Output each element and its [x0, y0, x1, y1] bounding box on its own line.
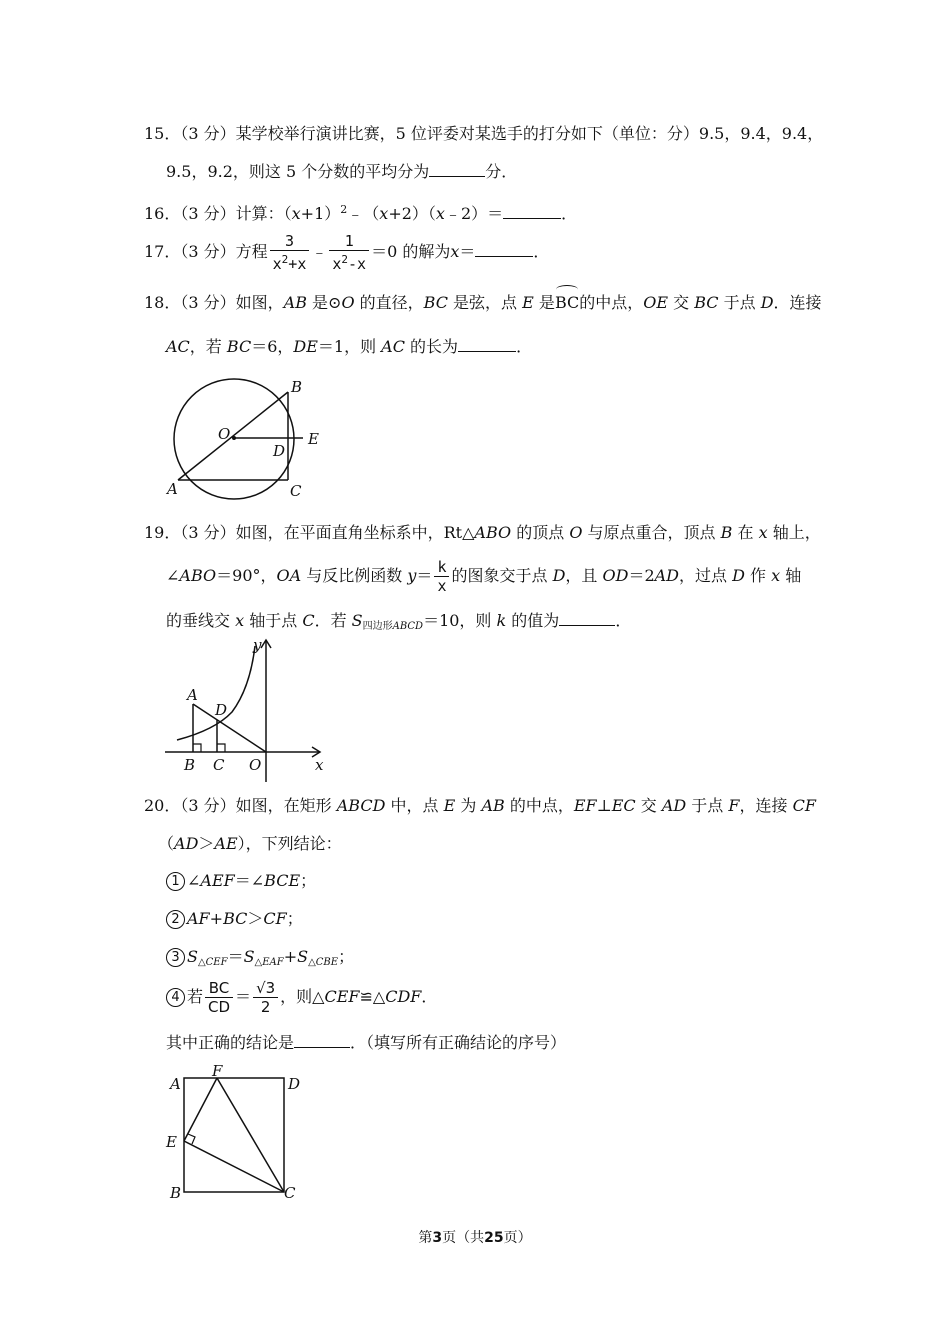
- q18-text: 的长为: [404, 337, 459, 356]
- seg-cf: CF: [263, 909, 287, 928]
- seg-bc: BC: [226, 337, 252, 356]
- arc-bc: BC: [554, 293, 580, 312]
- seg-bc: BC: [423, 293, 448, 312]
- numerator: k: [434, 558, 449, 577]
- answer-blank: [458, 336, 516, 352]
- seg-ec: EC: [611, 796, 636, 815]
- q18-text: ．连接: [773, 293, 822, 312]
- point-b: B: [720, 523, 733, 542]
- q16-end: ．: [561, 204, 578, 223]
- q18-text: ＝1，则: [317, 337, 382, 356]
- footer-text: 第: [418, 1230, 433, 1246]
- q16-text: +1）: [300, 204, 341, 223]
- q16-text: 16．（3 分）计算：（: [144, 204, 292, 223]
- q17-text: 17．（3 分）方程: [144, 242, 268, 261]
- label-e: E: [166, 1133, 177, 1151]
- semicolon: ；: [338, 947, 355, 966]
- right-angle-b: [193, 744, 201, 752]
- q18-text: 是: [533, 293, 555, 312]
- q17-line: [144, 228, 549, 276]
- answer-blank: [503, 203, 561, 219]
- label-c: C: [290, 482, 302, 500]
- equals: ＝: [227, 947, 244, 966]
- q18-text: ＝6，: [251, 337, 294, 356]
- var-x: x: [291, 204, 301, 223]
- center-dot: [232, 436, 236, 440]
- q19-text: ，且: [565, 566, 603, 585]
- label-b: B: [170, 1184, 182, 1202]
- diameter-ab: [178, 392, 288, 480]
- var-k: k: [496, 611, 507, 630]
- right-angle-e: [188, 1134, 195, 1144]
- q18-text: 是弦，点: [447, 293, 523, 312]
- subscript: △CBE: [308, 957, 339, 968]
- var-x: x: [450, 242, 460, 261]
- label-y: y: [253, 636, 262, 654]
- angle-aef: AEF: [200, 871, 235, 890]
- fraction-bc-cd: [205, 979, 233, 1016]
- q19-text: ＝10，则: [423, 611, 497, 630]
- q20-conclusion-2: [166, 908, 303, 930]
- point-d: D: [760, 293, 774, 312]
- answer-blank: [294, 1032, 350, 1048]
- q20-text: 中，点: [385, 796, 444, 815]
- q15-line1: 15．（3 分）某学校举行演讲比赛，5 位评委对某选手的打分如下（单位：分）9.5，9.4，9.4，: [144, 124, 824, 143]
- exponent: 2: [341, 253, 349, 266]
- q18-text: 于点: [718, 293, 761, 312]
- answer-blank: [559, 610, 615, 626]
- plus-sign: +: [209, 909, 224, 928]
- seg-ad: AD: [174, 834, 199, 853]
- seg-af: AF: [187, 909, 210, 928]
- q19-text: 的顶点: [511, 523, 570, 542]
- circled-number: 4: [166, 988, 185, 1007]
- tri-cdf: CDF: [385, 987, 422, 1006]
- label-d: D: [288, 1075, 301, 1093]
- q18-text: 的中点，: [579, 293, 644, 312]
- label-b: B: [291, 378, 303, 396]
- answer-blank: [475, 241, 533, 257]
- axis-x: x: [235, 611, 245, 630]
- q16-text: ﹣2）＝: [444, 204, 504, 223]
- numerator: √3: [253, 979, 278, 998]
- label-b: B: [184, 756, 196, 774]
- q15-unit: 分．: [485, 162, 518, 181]
- label-a: A: [170, 1075, 181, 1093]
- rect-abcd: ABCD: [336, 796, 386, 815]
- seg-bc: BC: [694, 293, 719, 312]
- seg-ac: AC: [381, 337, 405, 356]
- total-pages: 25: [484, 1230, 504, 1246]
- area-s: S: [351, 611, 363, 630]
- q19-text: ＝2: [628, 566, 655, 585]
- den-rest: -x: [348, 255, 367, 273]
- page-footer: [0, 1227, 950, 1247]
- angle-sign: ∠: [166, 566, 180, 585]
- plus-sign: +: [283, 947, 298, 966]
- angle-bce: BCE: [264, 871, 301, 890]
- equals: ＝: [235, 987, 252, 1006]
- equals-angle: ＝∠: [234, 871, 265, 890]
- q19-text: 在: [732, 523, 759, 542]
- footer-text: 页）: [503, 1230, 532, 1246]
- seg-ad: AD: [654, 566, 680, 585]
- label-d: D: [273, 442, 286, 460]
- q18-text: 的直径，: [354, 293, 424, 312]
- q15-line2: [166, 161, 517, 183]
- label-f: F: [212, 1065, 223, 1080]
- seg-oe: OE: [643, 293, 669, 312]
- q17-text: ＝0 的解为: [371, 242, 451, 261]
- q19-text: ，过点: [679, 566, 733, 585]
- label-a: A: [187, 686, 198, 704]
- tri-cef: CEF: [324, 987, 360, 1006]
- q20-conclusion-4: [166, 976, 437, 1018]
- answer-blank: [429, 161, 485, 177]
- q18-text: ，若: [189, 337, 227, 356]
- q19-text: 与反比例函数: [301, 566, 408, 585]
- q20-text: 交: [635, 796, 662, 815]
- q18-end: ．: [516, 337, 533, 356]
- q19-text: 的垂线交: [166, 611, 236, 630]
- semicolon: ；: [300, 871, 317, 890]
- q19-line2: [166, 555, 801, 597]
- denominator: [329, 251, 369, 273]
- q19-text: 的值为: [506, 611, 560, 630]
- equals: ＝: [459, 242, 476, 261]
- angle-sign: ∠: [187, 871, 201, 890]
- point-c: C: [302, 611, 315, 630]
- q20-text: 20．（3 分）如图，在矩形: [144, 796, 337, 815]
- point-e: E: [522, 293, 534, 312]
- area-s: S: [243, 947, 255, 966]
- point-e: E: [443, 796, 456, 815]
- q18-line1: [144, 292, 822, 314]
- segment-ao: [193, 704, 266, 752]
- denominator: x: [437, 577, 447, 595]
- q18-line2: [166, 336, 532, 358]
- segment-ef: [184, 1078, 217, 1141]
- seg-ef: EF: [573, 796, 597, 815]
- fraction-2: [329, 232, 369, 273]
- q20-conclusion-1: [166, 870, 316, 892]
- fraction-root3-2: [253, 979, 278, 1016]
- seg-bc: BC: [223, 909, 248, 928]
- q19-text: 轴上，: [767, 523, 821, 542]
- angle-abo: ABO: [179, 566, 217, 585]
- q20-text: 若: [187, 987, 204, 1006]
- denominator: CD: [208, 998, 231, 1016]
- perp-sign: ⊥: [596, 796, 612, 815]
- seg-ab: AB: [283, 293, 307, 312]
- q18-text: 18．（3 分）如图，: [144, 293, 284, 312]
- seg-ac: AC: [166, 337, 190, 356]
- subscript: △CEF: [197, 957, 228, 968]
- exponent: 2: [281, 253, 289, 266]
- q20-rectangle-figure: [160, 1065, 310, 1205]
- q19-text: 轴于点: [244, 611, 303, 630]
- q18-text: 交: [668, 293, 695, 312]
- q19-end: ．: [615, 611, 632, 630]
- subscript: 四边形: [362, 621, 393, 632]
- gt-sign: ＞: [247, 909, 264, 928]
- den-x: x: [332, 255, 342, 273]
- seg-od: OD: [602, 566, 629, 585]
- label-c: C: [213, 756, 225, 774]
- q19-coordinate-figure: [160, 632, 340, 782]
- seg-de: DE: [293, 337, 318, 356]
- q20-question: [166, 1032, 566, 1054]
- denominator: 2: [260, 998, 271, 1016]
- point-d: D: [732, 566, 745, 585]
- q19-line1: [144, 522, 821, 544]
- q20-text: ，则△: [280, 987, 325, 1006]
- point-o: O: [569, 523, 583, 542]
- q20-text: ），下列结论：: [237, 834, 342, 853]
- point-f: F: [728, 796, 740, 815]
- paren: （: [158, 834, 175, 853]
- denominator: [270, 251, 310, 273]
- gt-sign: ＞: [198, 834, 215, 853]
- seg-ab: AB: [481, 796, 505, 815]
- var-x: x: [435, 204, 445, 223]
- axis-x: x: [758, 523, 768, 542]
- subscript: ABCD: [392, 621, 424, 632]
- subscript: △EAF: [254, 957, 284, 968]
- q15-text: 9.5，9.2，则这 5 个分数的平均分为: [166, 162, 430, 181]
- var-x: x: [379, 204, 389, 223]
- q20-text: 的中点，: [504, 796, 574, 815]
- equals: ＝: [416, 566, 433, 585]
- page-number: 3: [432, 1230, 443, 1246]
- seg-ae: AE: [214, 834, 238, 853]
- q20-text: 于点: [686, 796, 729, 815]
- q19-text: 作: [744, 566, 772, 585]
- label-c: C: [284, 1184, 296, 1202]
- q19-text: 轴: [780, 566, 802, 585]
- q20-text: 为: [455, 796, 482, 815]
- footer-text: 页（共: [442, 1230, 485, 1246]
- area-s: S: [187, 947, 198, 966]
- q16-line: [144, 199, 577, 225]
- q18-circle-figure: [155, 372, 335, 502]
- numerator: 3: [270, 232, 310, 251]
- label-e: E: [308, 430, 319, 448]
- label-o: O: [218, 425, 231, 443]
- q20-text: ．（填写所有正确结论的序号）: [350, 1033, 567, 1052]
- numerator: BC: [205, 979, 233, 998]
- point-o: O: [341, 293, 355, 312]
- semicolon: ；: [286, 909, 303, 928]
- point-d: D: [552, 566, 566, 585]
- label-x: x: [315, 756, 324, 774]
- var-y: y: [407, 566, 417, 585]
- period: ．: [421, 987, 438, 1006]
- q19-text: ．若: [314, 611, 352, 630]
- q16-text: +2）（: [388, 204, 436, 223]
- den-x: x: [272, 255, 282, 273]
- seg-oa: OA: [276, 566, 302, 585]
- fraction-k-x: [434, 558, 449, 595]
- seg-cf: CF: [792, 796, 816, 815]
- circled-number: 1: [166, 872, 185, 891]
- q19-text: 的图象交于点: [451, 566, 553, 585]
- numerator: 1: [329, 232, 369, 251]
- den-rest: +x: [288, 255, 307, 273]
- q20-line2: [158, 833, 342, 855]
- circled-number: 3: [166, 948, 185, 967]
- q20-text: ，连接: [739, 796, 793, 815]
- label-d: D: [215, 701, 228, 719]
- seg-ad: AD: [661, 796, 687, 815]
- minus-sign: ﹣: [311, 242, 328, 261]
- tri-abo: ABO: [474, 523, 512, 542]
- q20-conclusion-3: [166, 946, 354, 974]
- q19-text: 与原点重合，顶点: [582, 523, 721, 542]
- exponent: 2: [340, 203, 348, 216]
- area-s: S: [297, 947, 309, 966]
- label-a: A: [167, 480, 178, 498]
- q18-text: 是⊙: [306, 293, 342, 312]
- q20-text: 其中正确的结论是: [166, 1033, 295, 1052]
- congruent-sign: ≌△: [359, 987, 386, 1006]
- right-angle-c: [217, 744, 225, 752]
- fraction-1: [270, 232, 310, 273]
- q19-text: 19．（3 分）如图，在平面直角坐标系中，Rt△: [144, 523, 475, 542]
- q19-text: ＝90°，: [216, 566, 277, 585]
- circled-number: 2: [166, 910, 185, 929]
- rectangle-abcd: [184, 1078, 284, 1192]
- label-o: O: [249, 756, 262, 774]
- q16-text: ﹣（: [347, 204, 380, 223]
- q20-line1: [144, 795, 816, 817]
- axis-x: x: [771, 566, 781, 585]
- q17-end: ．: [533, 242, 550, 261]
